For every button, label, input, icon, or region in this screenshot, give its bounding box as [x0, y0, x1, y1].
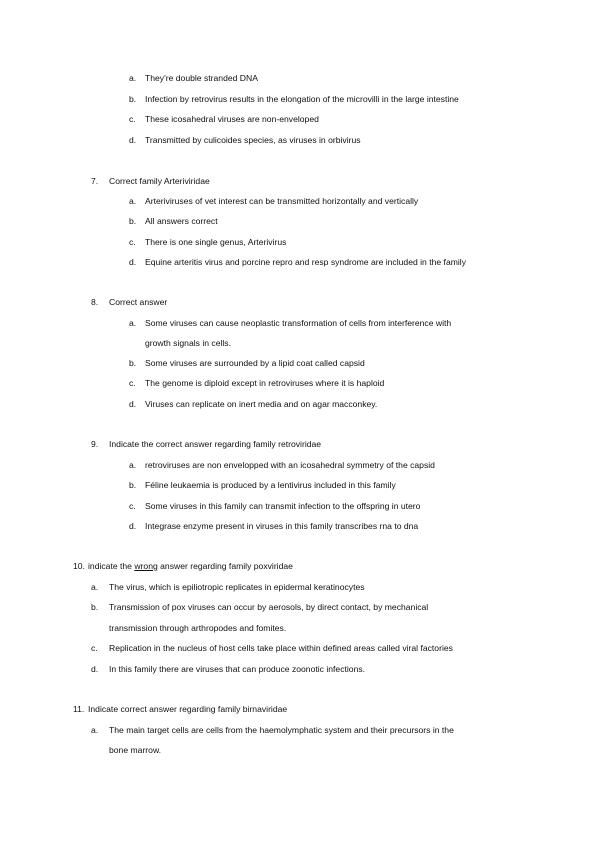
option-marker: b. [129, 358, 137, 368]
option-marker: d. [129, 521, 137, 531]
option-text: Arteriviruses of vet interest can be transmitted horizontally and vertically [145, 196, 419, 206]
question-title-pre: indicate the [88, 561, 135, 571]
option-marker: d. [129, 257, 137, 267]
option-marker: d. [91, 664, 99, 674]
option-marker: a. [91, 582, 99, 592]
question-number: 11. [73, 704, 85, 714]
option-marker: c. [129, 501, 136, 511]
option-marker: a. [129, 318, 137, 328]
option-marker: c. [129, 378, 136, 388]
option-marker: b. [129, 94, 137, 104]
option-marker: b. [129, 216, 137, 226]
option-text: Some viruses in this family can transmit infection to the offspring in utero [145, 501, 421, 511]
option-text: Féline leukaemia is produced by a lentivirus included in this family [145, 480, 396, 490]
question-number: 10. [73, 561, 85, 571]
option-text-continuation: bone marrow. [109, 745, 162, 755]
option-text: These icosahedral viruses are non-enveloped [145, 114, 319, 124]
question-title-emphasis: wrong [134, 561, 158, 571]
option-text: Viruses can replicate on inert media and on agar macconkey. [145, 399, 378, 409]
option-text: Some viruses can cause neoplastic transformation of cells from interference with [145, 318, 452, 328]
question-number: 9. [91, 439, 99, 449]
option-text: Transmission of pox viruses can occur by aerosols, by direct contact, by mechanical [109, 602, 429, 612]
option-text: Replication in the nucleus of host cells take place within defined areas called viral factories [109, 643, 453, 653]
option-text: They're double stranded DNA [145, 73, 258, 83]
option-marker: d. [129, 135, 137, 145]
question-title: Indicate correct answer regarding family birnaviridae [88, 704, 288, 714]
option-text: Infection by retrovirus results in the elongation of the microvilli in the large intestine [145, 94, 459, 104]
option-text: The main target cells are cells from the haemolymphatic system and their precursors in the [109, 725, 454, 735]
question-number: 8. [91, 297, 99, 307]
question-title: Indicate the correct answer regarding family retroviridae [109, 439, 322, 449]
question-title [88, 561, 293, 572]
option-text: Transmitted by culicoides species, as viruses in orbivirus [145, 135, 361, 145]
option-text-continuation: transmission through arthropodes and fomites. [109, 623, 287, 633]
option-marker: c. [91, 643, 98, 653]
option-marker: a. [129, 196, 137, 206]
question-number: 7. [91, 176, 99, 186]
option-text: In this family there are viruses that can produce zoonotic infections. [109, 664, 366, 674]
option-text: Equine arteritis virus and porcine repro and resp syndrome are included in the family [145, 257, 466, 267]
option-marker: b. [129, 480, 137, 490]
option-marker: b. [91, 602, 99, 612]
option-marker: c. [129, 114, 136, 124]
option-marker: a. [91, 725, 99, 735]
option-marker: a. [129, 460, 137, 470]
option-text: There is one single genus, Arterivirus [145, 237, 287, 247]
option-text: The genome is diploid except in retroviruses where it is haploid [145, 378, 385, 388]
option-text: Integrase enzyme present in viruses in this family transcribes rna to dna [145, 521, 419, 531]
option-marker: a. [129, 73, 137, 83]
option-text: Some viruses are surrounded by a lipid coat called capsid [145, 358, 365, 368]
option-marker: d. [129, 399, 137, 409]
option-text-continuation: growth signals in cells. [145, 338, 231, 348]
option-text: retroviruses are non envelopped with an icosahedral symmetry of the capsid [145, 460, 435, 470]
option-text: All answers correct [145, 216, 218, 226]
option-text: The virus, which is epiliotropic replicates in epidermal keratinocytes [109, 582, 365, 592]
question-title-post: answer regarding family poxviridae [157, 561, 293, 571]
option-marker: c. [129, 237, 136, 247]
question-title: Correct family Arteriviridae [109, 176, 210, 186]
question-title: Correct answer [109, 297, 168, 307]
